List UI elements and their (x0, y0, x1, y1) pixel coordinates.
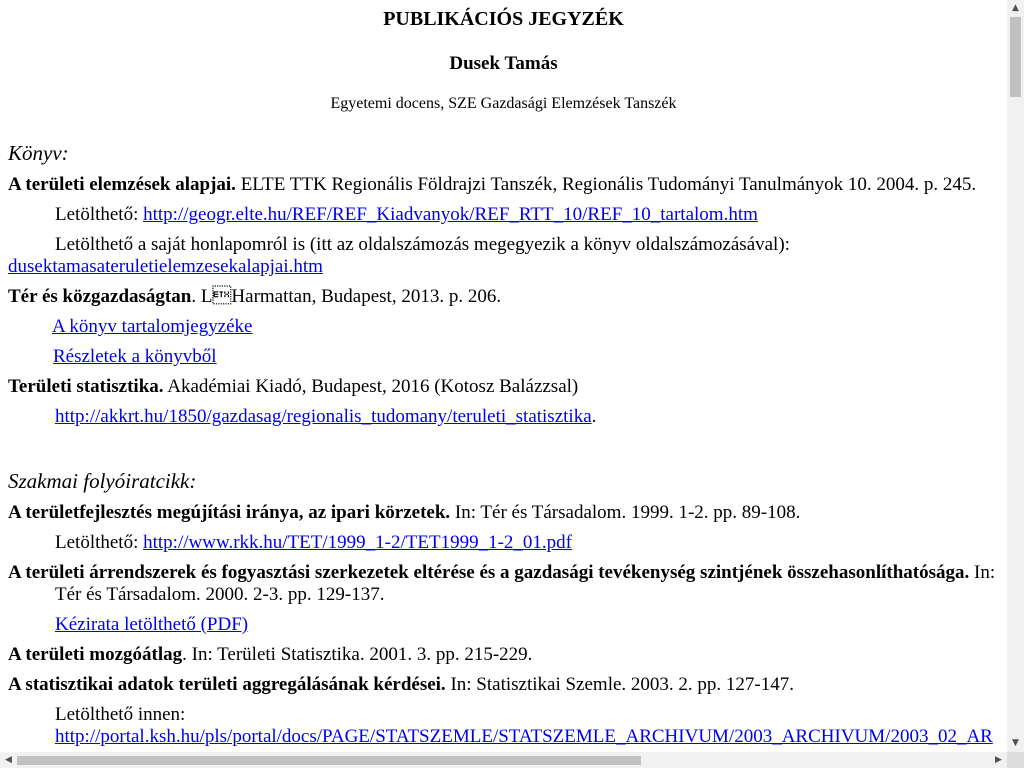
article-download-label: Letölthető innen: (55, 704, 186, 725)
section-heading-articles: Szakmai folyóiratcikk: (8, 469, 197, 493)
article-title: A területfejlesztés megújítási iránya, az ipari körzetek. (8, 502, 451, 523)
article-details: In: (969, 562, 996, 583)
book-title: Területi statisztika. (8, 376, 164, 397)
excerpt-line (53, 346, 217, 368)
article-download-line (55, 726, 993, 748)
article-entry-3 (8, 644, 532, 666)
own-download-label: Letölthető a saját honlapomról is (itt az oldalszámozás megegyezik a könyv oldalszámozásával): (55, 234, 790, 255)
scroll-up-arrow-icon[interactable]: ▲ (1012, 3, 1019, 13)
book-details: Akadémiai Kiadó, Budapest, 2016 (Kotosz Balázzsal) (163, 376, 579, 397)
article-details-continued: Tér és Társadalom. 2000. 2-3. pp. 129-137. (55, 584, 385, 605)
book-download-line (55, 204, 758, 226)
book-details: . LHarmattan, Budapest, 2013. p. 206. (191, 286, 502, 307)
manuscript-line (55, 614, 248, 636)
book-entry-2 (8, 286, 501, 308)
book-entry-3 (8, 376, 578, 398)
vertical-scroll-thumb[interactable] (1010, 17, 1021, 97)
author-name: Dusek Tamás (449, 53, 558, 74)
download-link[interactable]: http://geogr.elte.hu/REF/REF_Kiadvanyok/REF_RTT_10/REF_10_tartalom.htm (143, 204, 758, 225)
article-title: A területi mozgóátlag (8, 644, 183, 665)
toc-link[interactable]: A könyv tartalomjegyzéke (52, 316, 253, 337)
article-title: A statisztikai adatok területi aggregálásának kérdései. (8, 674, 446, 695)
book-title: Tér és közgazdaságtan (8, 286, 192, 307)
own-download-line (8, 256, 323, 278)
horizontal-scroll-thumb[interactable] (17, 756, 641, 765)
publisher-link[interactable]: http://akkrt.hu/1850/gazdasag/regionalis_tudomany/teruleti_statisztika (55, 406, 592, 427)
vertical-scrollbar[interactable] (1007, 0, 1024, 752)
link-suffix: . (591, 406, 597, 427)
book-title: A területi elemzések alapjai. (8, 174, 236, 195)
article-details: In: Statisztikai Szemle. 2003. 2. pp. 127-147. (445, 674, 794, 695)
download-label: Letölthető: (55, 204, 144, 225)
book-details: ELTE TTK Regionális Földrajzi Tanszék, Regionális Tudományi Tanulmányok 10. 2004. p. 245. (235, 174, 977, 195)
article-entry-1 (8, 502, 800, 524)
scroll-left-arrow-icon[interactable]: ◀ (5, 755, 12, 765)
scroll-down-arrow-icon[interactable]: ▼ (1012, 738, 1019, 748)
article-download-line (55, 532, 572, 554)
download-link[interactable]: http://www.rkk.hu/TET/1999_1-2/TET1999_1-2_01.pdf (143, 532, 572, 553)
toc-line (52, 316, 253, 338)
horizontal-scrollbar[interactable] (0, 752, 1007, 768)
page-title: PUBLIKÁCIÓS JEGYZÉK (383, 8, 624, 30)
excerpt-link[interactable]: Részletek a könyvből (53, 346, 217, 367)
article-entry-4 (8, 674, 794, 696)
own-download-link[interactable]: dusektamasateruletielemzesekalapjai.htm (8, 256, 323, 277)
download-label: Letölthető: (55, 532, 144, 553)
article-details: . In: Területi Statisztika. 2001. 3. pp. 215-229. (182, 644, 533, 665)
section-heading-books: Könyv: (8, 141, 69, 165)
book-entry-1 (8, 174, 976, 196)
manuscript-link[interactable]: Kézirata letölthető (PDF) (55, 614, 249, 635)
scroll-right-arrow-icon[interactable]: ▶ (995, 755, 1002, 765)
article-details: In: Tér és Társadalom. 1999. 1-2. pp. 89-108. (450, 502, 801, 523)
publisher-line (55, 406, 596, 428)
scrollbar-corner (1007, 752, 1024, 768)
download-link[interactable]: http://portal.ksh.hu/pls/portal/docs/PAGE/STATSZEMLE/STATSZEMLE_ARCHIVUM/2003_ARCHIVUM/2003_02_AR (55, 726, 993, 747)
article-entry-2 (8, 562, 995, 584)
author-affiliation: Egyetemi docens, SZE Gazdasági Elemzések Tanszék (330, 95, 677, 112)
article-title: A területi árrendszerek és fogyasztási szerkezetek eltérése és a gazdasági tevékenység szintjének összehasonlíthatósága. (8, 562, 970, 583)
